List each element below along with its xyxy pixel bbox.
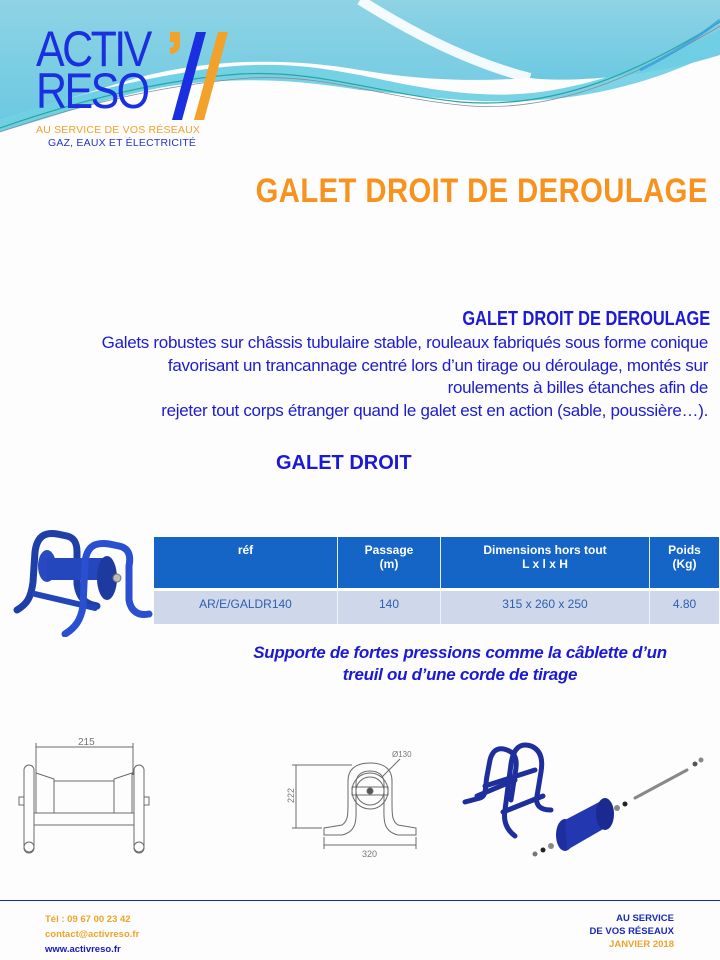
page-title: GALET DROIT DE DEROULAGE — [255, 172, 708, 210]
column-header-weight: Poids (Kg) — [650, 537, 719, 591]
footer-divider — [0, 900, 720, 901]
description-line: favorisant un trancannage centré lors d’un tirage ou déroulage, montés sur — [167, 355, 708, 375]
note-line: treuil ou d’une corde de tirage — [342, 665, 578, 684]
logo-word-reso: RESO — [36, 63, 148, 119]
footer-slogan — [590, 912, 674, 951]
table-row — [154, 591, 719, 624]
description-line: Galets robustes sur châssis tubulaire stable, rouleaux fabriqués sous forme conique — [101, 333, 708, 352]
section-title: GALET DROIT — [276, 452, 412, 474]
usage-note — [200, 642, 720, 686]
footer-date: JANVIER 2018 — [609, 939, 674, 950]
footer-email-link[interactable]: contact@activreso.fr — [45, 929, 140, 940]
exploded-view-drawing — [455, 730, 715, 860]
side-view-drawing — [282, 735, 432, 860]
description-line: roulements à billes étanches afin de — [447, 378, 708, 397]
dimension-320: 320 — [362, 849, 378, 859]
logo-word-activ: ACTIV — [36, 21, 150, 77]
dimension-diameter: Ø130 — [392, 750, 412, 759]
column-header-passage: Passage (m) — [338, 537, 441, 591]
column-header-dimensions: Dimensions hors tout L x l x H — [441, 537, 650, 591]
cell-dimensions: 315 x 260 x 250 — [441, 591, 650, 624]
activreso-logo — [36, 21, 226, 151]
cell-weight: 4.80 — [650, 591, 719, 624]
cell-passage: 140 — [338, 591, 441, 624]
footer-website-link[interactable]: www.activreso.fr — [45, 944, 121, 955]
front-view-drawing — [8, 735, 168, 860]
table-header-row — [154, 537, 719, 591]
logo-tagline-1: AU SERVICE DE VOS RÉSEAUX — [36, 124, 201, 136]
dimension-222: 222 — [286, 787, 296, 803]
logo-slashes-icon — [166, 30, 230, 120]
note-line: Supporte de fortes pressions comme la câblette d’un — [253, 643, 667, 662]
footer-contact — [45, 912, 139, 957]
dimension-215: 215 — [78, 737, 95, 748]
column-header-ref: réf — [154, 537, 338, 591]
spec-table — [154, 537, 719, 624]
logo-tagline-2: GAZ, EAUX ET ÉLECTRICITÉ — [48, 137, 197, 149]
description-heading: GALET DROIT DE DEROULAGE — [462, 308, 710, 330]
footer-slogan-line-1: AU SERVICE — [616, 913, 674, 924]
footer-slogan-line-2: DE VOS RÉSEAUX — [589, 926, 674, 937]
description-line: rejeter tout corps étranger quand le galet est en action (sable, poussière…). — [161, 400, 708, 420]
product-description — [0, 332, 708, 422]
roller-guide-photo — [5, 522, 153, 637]
footer-phone: Tél : 09 67 00 23 42 — [45, 914, 131, 925]
cell-ref: AR/E/GALDR140 — [154, 591, 338, 624]
